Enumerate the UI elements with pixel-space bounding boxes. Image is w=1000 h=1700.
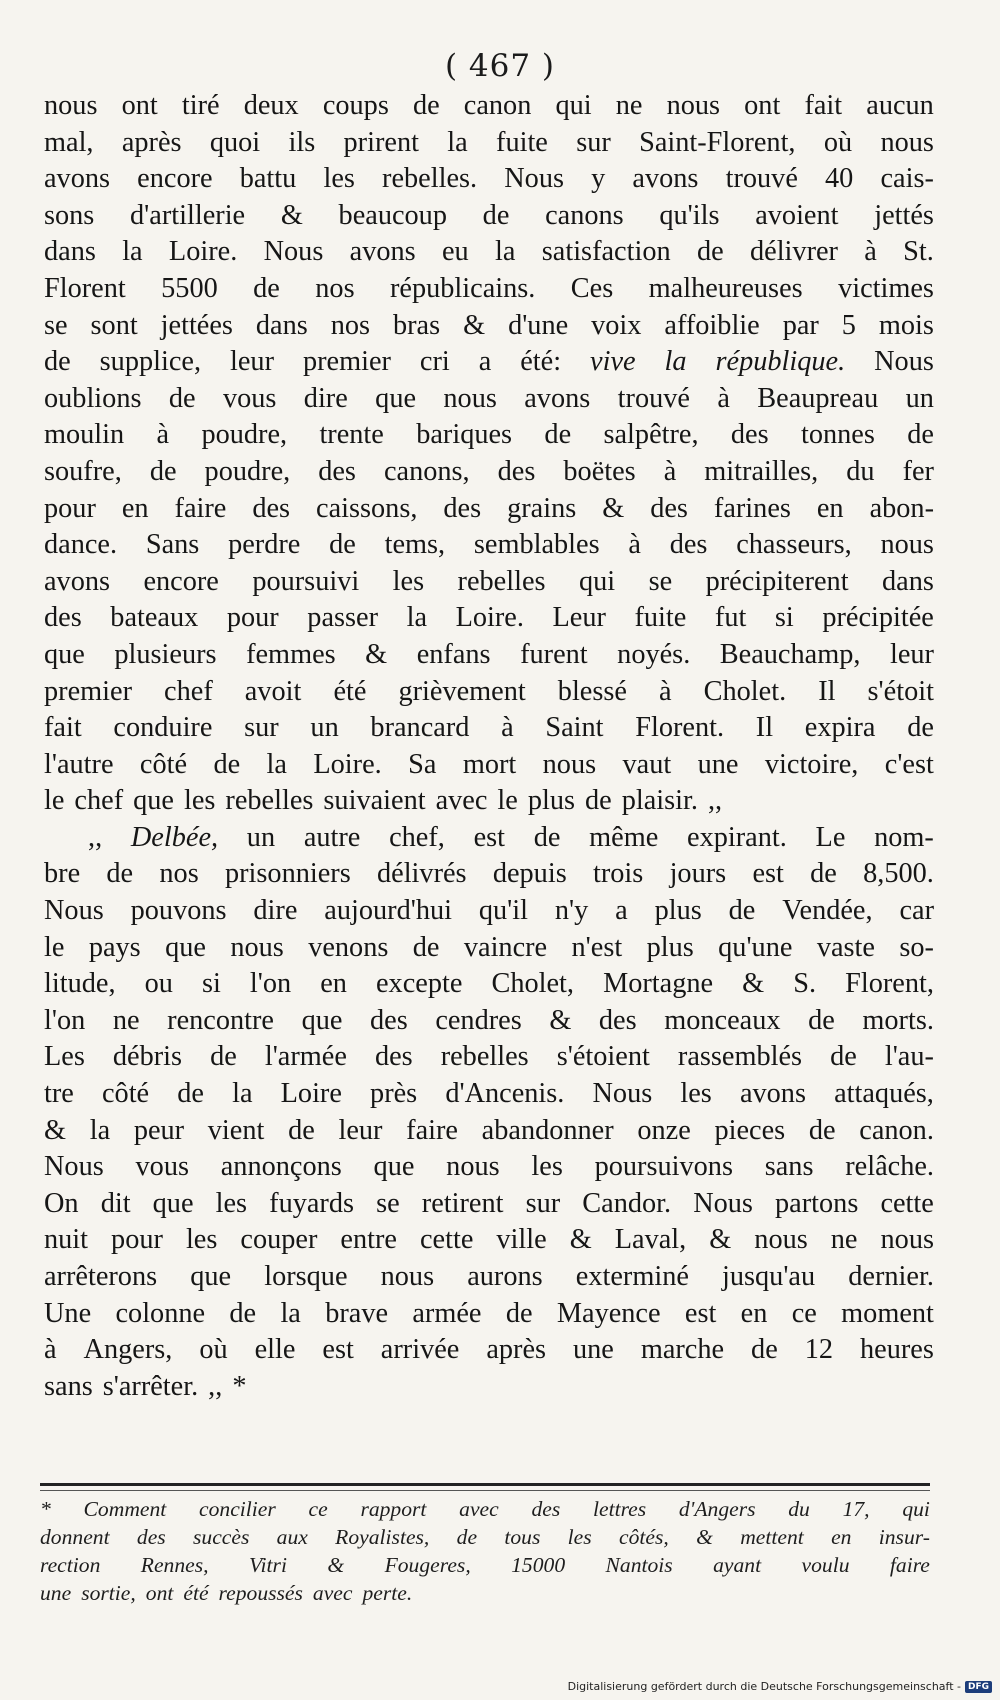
- body-text: [44, 88, 934, 1405]
- footnote-separator-rule: [40, 1483, 930, 1486]
- text-line: Florent 5500 de nos républicains. Ces malheureuses victimes: [44, 272, 934, 304]
- credit-text: Digitalisierung gefördert durch die Deutsche Forschungsgemeinschaft -: [567, 1680, 961, 1693]
- text-line: avons encore battu les rebelles. Nous y avons trouvé 40 cais-: [44, 163, 934, 195]
- digitization-credit: [568, 1680, 992, 1693]
- text-line: tre côté de la Loire près d'Ancenis. Nous les avons attaqués,: [44, 1078, 934, 1110]
- text-line: Nous vous annonçons que nous les poursuivons sans relâche.: [44, 1151, 934, 1183]
- text-line: dans la Loire. Nous avons eu la satisfaction de délivrer à St.: [44, 236, 934, 268]
- text-line: On dit que les fuyards se retirent sur Candor. Nous partons cette: [44, 1187, 934, 1219]
- page-number: ( 467 ): [444, 48, 556, 84]
- text-line: l'autre côté de la Loire. Sa mort nous vaut une victoire, c'est: [44, 748, 934, 780]
- text-line: se sont jettées dans nos bras & d'une voix affoiblie par 5 mois: [44, 309, 934, 341]
- footnote-line: * Comment concilier ce rapport avec des lettres d'Angers du 17, qui: [40, 1497, 930, 1521]
- dfg-logo-icon: DFG: [965, 1681, 992, 1693]
- text-line: moulin à poudre, trente bariques de salpêtre, des tonnes de: [44, 419, 934, 451]
- text-line: arrêterons que lorsque nous aurons exterminé jusqu'au dernier.: [44, 1261, 934, 1292]
- text-line: fait conduire sur un brancard à Saint Florent. Il expira de: [44, 712, 934, 744]
- text-line: que plusieurs femmes & enfans furent noyés. Beauchamp, leur: [44, 638, 934, 670]
- text-line: le pays que nous venons de vaincre n'est plus qu'une vaste so-: [44, 931, 934, 963]
- text-line: à Angers, où elle est arrivée après une marche de 12 heures: [44, 1334, 934, 1366]
- text-line: nuit pour les couper entre cette ville & Laval, & nous ne nous: [44, 1224, 934, 1256]
- text-line: avons encore poursuivi les rebelles qui se précipiterent dans: [44, 565, 934, 597]
- text-line: pour en faire des caissons, des grains & des farines en abon-: [44, 492, 934, 524]
- text-line: des bateaux pour passer la Loire. Leur fuite fut si précipitée: [44, 602, 934, 634]
- text-line: & la peur vient de leur faire abandonner onze pieces de canon.: [44, 1114, 934, 1146]
- footnote-line: une sortie, ont été repoussés avec perte.: [40, 1581, 413, 1605]
- text-line: l'on ne rencontre que des cendres & des monceaux de morts.: [44, 1004, 934, 1036]
- text-line: Nous pouvons dire aujourd'hui qu'il n'y a plus de Vendée, car: [44, 895, 934, 927]
- text-line: Une colonne de la brave armée de Mayence est en ce moment: [44, 1297, 934, 1329]
- text-line: oublions de vous dire que nous avons trouvé à Beaupreau un: [44, 382, 934, 414]
- footnote: [40, 1495, 930, 1607]
- text-line: sans s'arrêter. ,, *: [44, 1370, 247, 1402]
- text-line: ,, Delbée, un autre chef, est de même expirant. Le nom-: [88, 821, 934, 853]
- text-line: mal, après quoi ils prirent la fuite sur Saint-Florent, où nous: [44, 126, 934, 158]
- text-line: litude, ou si l'on en excepte Cholet, Mortagne & S. Florent,: [44, 968, 934, 1000]
- text-line: sons d'artillerie & beaucoup de canons qu'ils avoient jettés: [44, 199, 934, 231]
- footnote-line: donnent des succès aux Royalistes, de tous les côtés, & mettent en insur-: [40, 1525, 930, 1549]
- text-line: soufre, de poudre, des canons, des boëtes à mitrailles, du fer: [44, 455, 934, 487]
- text-line: de supplice, leur premier cri a été: vive la république. Nous: [44, 346, 934, 378]
- footnote-line: rection Rennes, Vitri & Fougeres, 15000 Nantois ayant voulu faire: [40, 1553, 930, 1577]
- text-line: dance. Sans perdre de tems, semblables à des chasseurs, nous: [44, 529, 934, 561]
- text-line: premier chef avoit été grièvement blessé à Cholet. Il s'étoit: [44, 675, 934, 707]
- text-line: le chef que les rebelles suivaient avec le plus de plaisir. ,,: [44, 785, 723, 817]
- text-line: Les débris de l'armée des rebelles s'étoient rassemblés de l'au-: [44, 1041, 934, 1073]
- text-line: bre de nos prisonniers délivrés depuis trois jours est de 8,500.: [44, 858, 934, 890]
- text-line: nous ont tiré deux coups de canon qui ne nous ont fait aucun: [44, 90, 934, 121]
- footnote-separator-thin-rule: [40, 1490, 930, 1491]
